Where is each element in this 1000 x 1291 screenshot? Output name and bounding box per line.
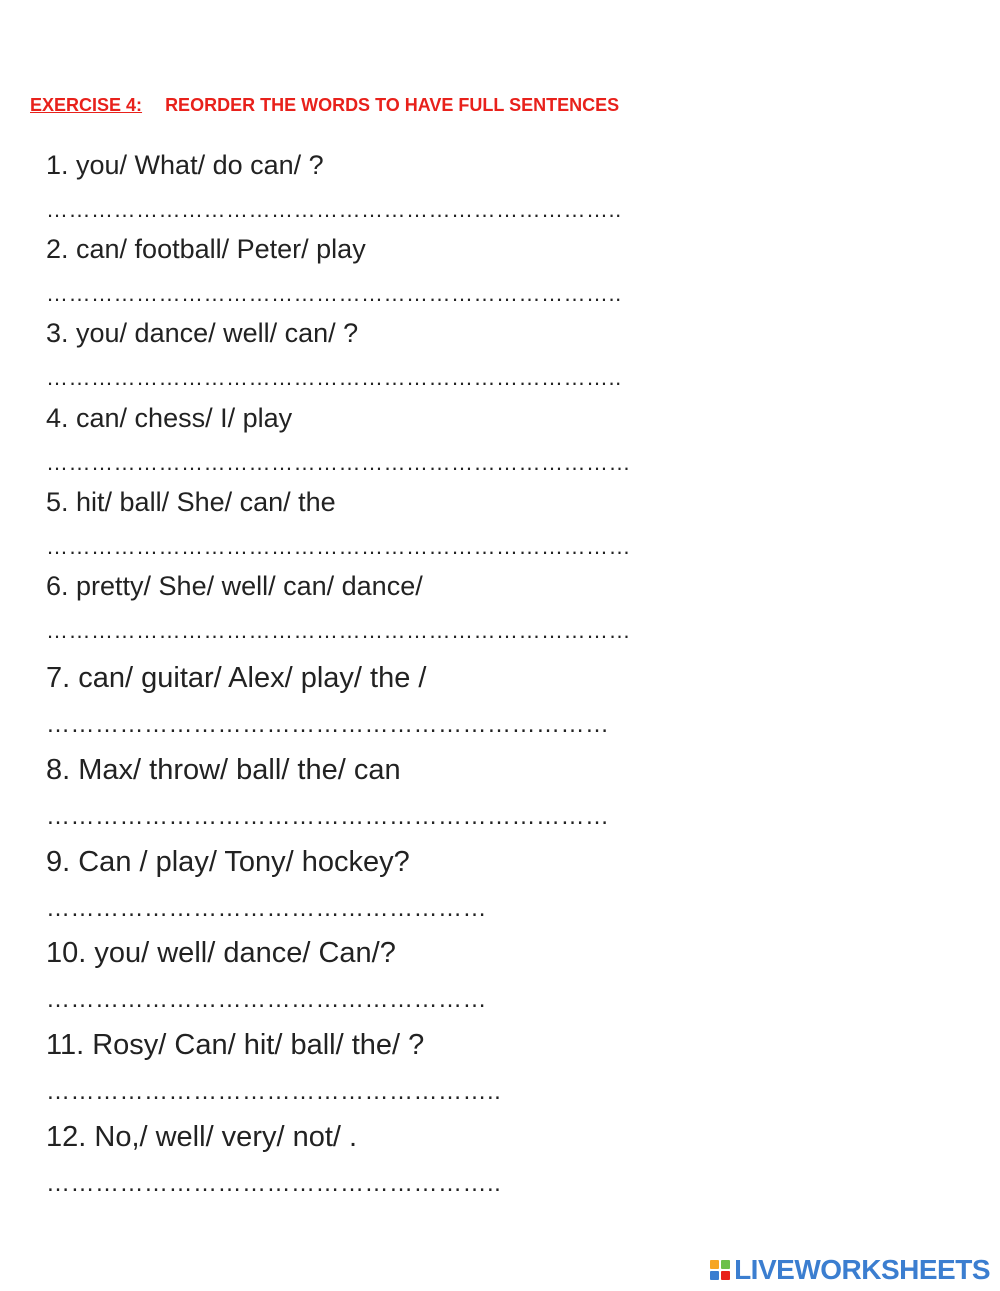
question-text: 5. hit/ ball/ She/ can/ the: [46, 487, 336, 517]
exercise-item-4: [46, 403, 631, 475]
exercise-item-8: [46, 754, 610, 830]
answer-line[interactable]: ………………………………………………..: [46, 1078, 502, 1105]
answer-line[interactable]: ……………………………………………………………: [46, 711, 610, 738]
exercise-instruction: REORDER THE WORDS TO HAVE FULL SENTENCES: [165, 95, 620, 115]
question-text: 10. you/ well/ dance/ Can/?: [46, 937, 396, 969]
answer-line[interactable]: ……………………………………………………………………: [46, 618, 631, 643]
liveworksheets-logo: [710, 1254, 990, 1286]
question-text: 6. pretty/ She/ well/ can/ dance/: [46, 571, 423, 601]
answer-line[interactable]: ……………………………………………………………: [46, 803, 610, 830]
exercise-item-10: [46, 937, 487, 1013]
question-text: 11. Rosy/ Can/ hit/ ball/ the/ ?: [46, 1029, 425, 1061]
exercise-item-11: [46, 1029, 501, 1105]
exercise-item-12: [46, 1121, 501, 1197]
question-text: 7. can/ guitar/ Alex/ play/ the /: [46, 662, 427, 694]
exercise-item-6: [46, 571, 631, 643]
question-text: 3. you/ dance/ well/ can/ ?: [46, 318, 359, 348]
exercise-label: EXERCISE 4:: [30, 95, 143, 115]
question-text: 4. can/ chess/ I/ play: [46, 403, 293, 433]
logo-block: [710, 1260, 719, 1269]
answer-line[interactable]: ………………………………………………..: [46, 1170, 502, 1197]
logo-block: [721, 1260, 730, 1269]
question-text: 8. Max/ throw/ ball/ the/ can: [46, 754, 401, 786]
logo-text: LIVEWORKSHEETS: [734, 1254, 990, 1285]
question-text: 2. can/ football/ Peter/ play: [46, 234, 366, 264]
answer-line[interactable]: …………………………………………………………………..: [46, 365, 622, 390]
exercise-item-9: [46, 846, 487, 922]
logo-block: [710, 1271, 719, 1280]
answer-line[interactable]: ………………………………………………: [46, 986, 487, 1013]
question-text: 12. No,/ well/ very/ not/ .: [46, 1121, 358, 1153]
exercise-item-5: [46, 487, 631, 559]
question-text: 9. Can / play/ Tony/ hockey?: [46, 846, 410, 878]
answer-line[interactable]: ……………………………………………………………………: [46, 534, 631, 559]
answer-line[interactable]: …………………………………………………………………..: [46, 281, 622, 306]
answer-line[interactable]: ……………………………………………………………………: [46, 450, 631, 475]
answer-line[interactable]: …………………………………………………………………..: [46, 197, 622, 222]
exercise-header: [30, 95, 619, 116]
exercise-item-1: [46, 150, 622, 222]
exercise-item-3: [46, 318, 622, 390]
answer-line[interactable]: ………………………………………………: [46, 895, 487, 922]
exercise-item-7: [46, 662, 610, 738]
question-text: 1. you/ What/ do can/ ?: [46, 150, 324, 180]
logo-blocks-icon: [710, 1260, 730, 1280]
logo-block: [721, 1271, 730, 1280]
exercise-item-2: [46, 234, 622, 306]
